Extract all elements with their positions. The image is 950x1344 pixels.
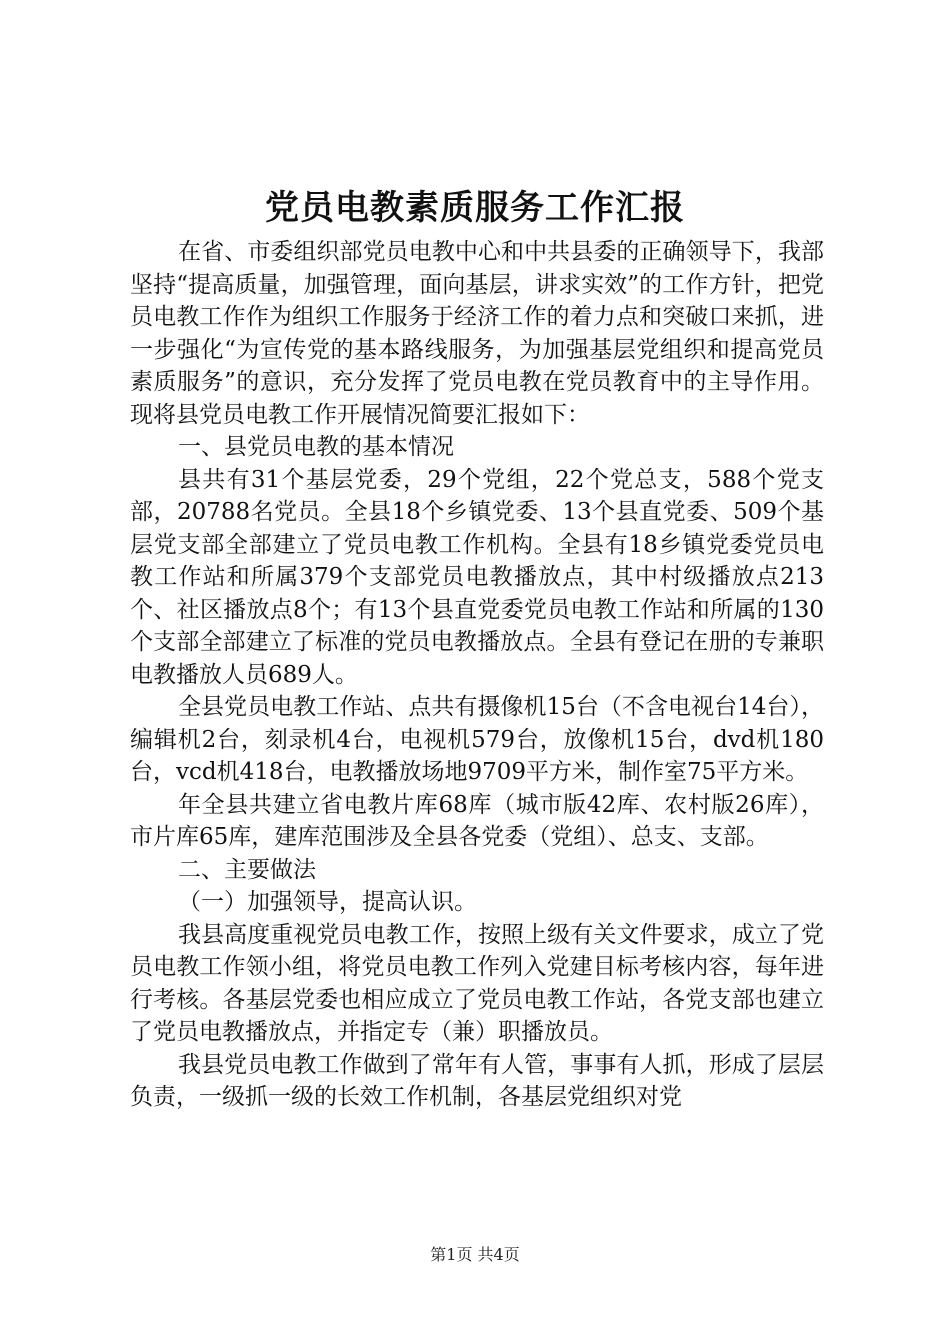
subsection-heading-leadership: （一）加强领导，提高认识。 bbox=[178, 889, 477, 915]
document-title: 党员电教素质服务工作汇报 bbox=[265, 188, 685, 228]
section-heading-main-practices: 二、主要做法 bbox=[178, 856, 316, 883]
body-paragraph-equipment-stats: 全县党员电教工作站、点共有摄像机15台（不含电视台14台），编辑机2台，刻录机4台，电视机579台，放像机15台，dvd机180台，vcd机418台，电教播放场地9709平方米，制作室75平方米。 bbox=[130, 694, 824, 785]
body-paragraph-film-library: 年全县共建立省电教片库68库（城市版42库、农村版26库），市片库65库，建库范围涉及全县各党委（党组）、总支、支部。 bbox=[130, 791, 824, 850]
body-paragraph-leadership: 我县高度重视党员电教工作，按照上级有关文件要求，成立了党员电教工作领小组，将党员电教工作列入党建目标考核内容，每年进行考核。各基层党委也相应成立了党员电教工作站，各党支部也建立了党员电教播放点，并指定专（兼）职播放员。 bbox=[130, 921, 824, 1045]
body-paragraph-organization-stats: 县共有31个基层党委，29个党组，22个党总支，588个党支部，20788名党员。全县18个乡镇党委、13个县直党委、509个基层党支部全部建立了党员电教工作机构。全县有18乡镇党委党员电教工作站和所属379个支部党员电教播放点，其中村级播放点213个、社区播放点8个；有13个县直党委党员电教工作站和所属的130个支部全部建立了标准的党员电教播放点。全县有登记在册的专兼职电教播放人员689人。 bbox=[130, 466, 824, 688]
document-body bbox=[130, 236, 824, 1114]
intro-paragraph: 在省、市委组织部党员电教中心和中共县委的正确领导下，我部坚持“提高质量，加强管理，面向基层，讲求实效”的工作方针，把党员电教工作作为组织工作服务于经济工作的着力点和突破口来抓，进一步强化“为宣传党的基本路线服务，为加强基层党组织和提高党员素质服务”的意识，充分发挥了党员电教在党员教育中的主导作用。现将县党员电教工作开展情况简要汇报如下： bbox=[130, 239, 824, 428]
body-paragraph-mechanism: 我县党员电教工作做到了常年有人管，事事有人抓，形成了层层负责，一级抓一级的长效工作机制，各基层党组织对党 bbox=[130, 1051, 824, 1110]
page-footer: 第1页 共4页 bbox=[430, 1245, 520, 1264]
section-heading-basic-situation: 一、县党员电教的基本情况 bbox=[178, 434, 454, 460]
